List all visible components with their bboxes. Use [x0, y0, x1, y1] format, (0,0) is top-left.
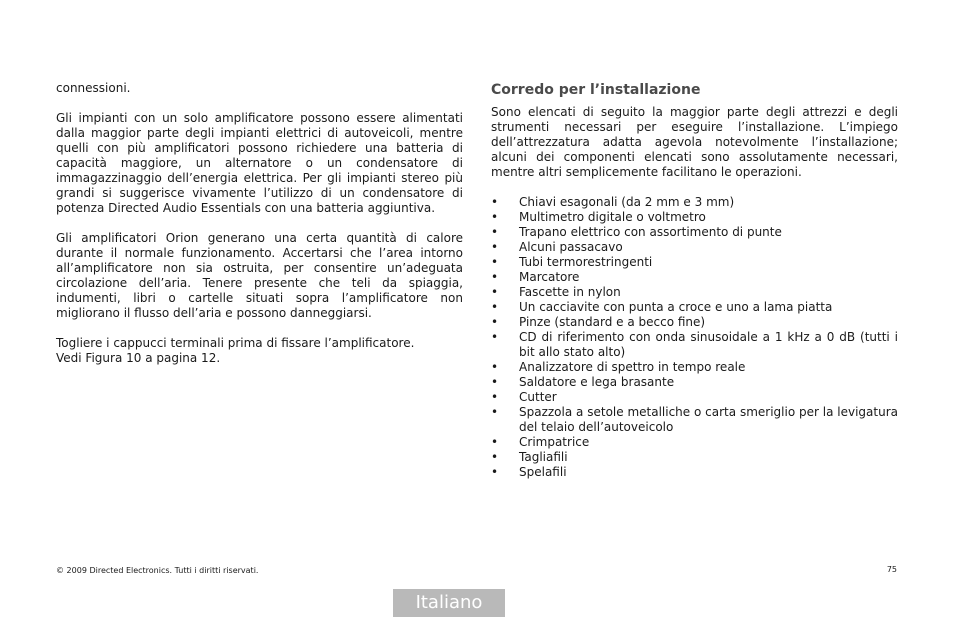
paragraph-figure-reference: Vedi Figura 10 a pagina 12. — [56, 351, 221, 365]
bullet-icon: • — [491, 450, 499, 464]
list-item: • Spelafili — [491, 465, 567, 479]
bullet-icon: • — [491, 375, 499, 389]
list-item: • Alcuni passacavo — [491, 240, 623, 254]
paragraph-connessioni: connessioni. — [56, 81, 131, 95]
bullet-icon: • — [491, 435, 499, 449]
bullet-icon: • — [491, 330, 499, 344]
bullet-icon: • — [491, 225, 499, 239]
list-item: • Marcatore — [491, 270, 580, 284]
list-item: • Un cacciavite con punta a croce e uno a lama piatta — [491, 300, 833, 314]
list-item: • Pinze (standard e a becco fine) — [491, 315, 706, 329]
bullet-icon: • — [491, 210, 499, 224]
list-item: • Crimpatrice — [491, 435, 590, 449]
list-item: • Fascette in nylon — [491, 285, 621, 299]
bullet-icon: • — [491, 315, 499, 329]
bullet-icon: • — [491, 195, 499, 209]
list-item: • Tubi termorestringenti — [491, 255, 653, 269]
right-column — [491, 82, 898, 480]
list-item: • CD di riferimento con onda sinusoidale a 1 kHz a 0 dB (tutti i bit allo stato alto) — [491, 330, 898, 359]
page-number: 75 — [886, 565, 897, 574]
list-item: • Saldatore e lega brasante — [491, 375, 675, 389]
bullet-icon: • — [491, 240, 499, 254]
paragraph-power-supply: Gli impianti con un solo amplificatore possono essere alimentati dalla maggior parte degli impianti elettrici di autoveicoli, mentre quelli con più amplificatori possono richiedere una batteria di capacità maggiore, un alternatore o un condensatore di immagazzinaggio dell’energia elettrica. Per gli impianti stereo più grandi si suggerisce vivamente l’utilizzo di un condensatore di potenza Directed Audio Essentials con una batteria aggiuntiva. — [56, 111, 463, 215]
tools-list — [491, 195, 898, 480]
bullet-icon: • — [491, 360, 499, 374]
left-column — [56, 81, 463, 366]
list-item: • Tagliafili — [491, 450, 568, 464]
list-item: • Cutter — [491, 390, 557, 404]
paragraph-heat: Gli amplificatori Orion generano una certa quantità di calore durante il normale funzionamento. Accertarsi che l’area intorno all’amplificatore non sia ostruita, per consentire un’adeguata circolazione dell’aria. Tenere presente che teli da spiaggia, indumenti, libri o cartelle situati sopra l’amplificatore non migliorano il flusso dell’aria e possono danneggiarsi. — [56, 231, 463, 320]
bullet-icon: • — [491, 465, 499, 479]
list-item: • Chiavi esagonali (da 2 mm e 3 mm) — [491, 195, 735, 209]
paragraph-terminal-caps: Togliere i cappucci terminali prima di fissare l’amplificatore. — [56, 336, 415, 350]
list-item: • Multimetro digitale o voltmetro — [491, 210, 706, 224]
list-item: • Spazzola a setole metalliche o carta smeriglio per la levigatura del telaio dell’autoveicolo — [491, 405, 898, 434]
bullet-icon: • — [491, 285, 499, 299]
bullet-icon: • — [491, 390, 499, 404]
list-item: • Analizzatore di spettro in tempo reale — [491, 360, 746, 374]
list-item: • Trapano elettrico con assortimento di punte — [491, 225, 782, 239]
intro-paragraph: Sono elencati di seguito la maggior parte degli attrezzi e degli strumenti necessari per eseguire l’installazione. L’impiego dell’attrezzatura adatta agevola notevolmente l’installazione; alcuni dei componenti elencati sono assolutamente necessari, mentre altri semplicemente facilitano le operazioni. — [491, 105, 898, 179]
bullet-icon: • — [491, 300, 499, 314]
copyright-notice: © 2009 Directed Electronics. Tutti i diritti riservati. — [56, 566, 259, 575]
section-heading: Corredo per l’installazione — [491, 82, 701, 98]
bullet-icon: • — [491, 405, 499, 419]
bullet-icon: • — [491, 270, 499, 284]
language-tab: Italiano — [393, 589, 505, 617]
bullet-icon: • — [491, 255, 499, 269]
